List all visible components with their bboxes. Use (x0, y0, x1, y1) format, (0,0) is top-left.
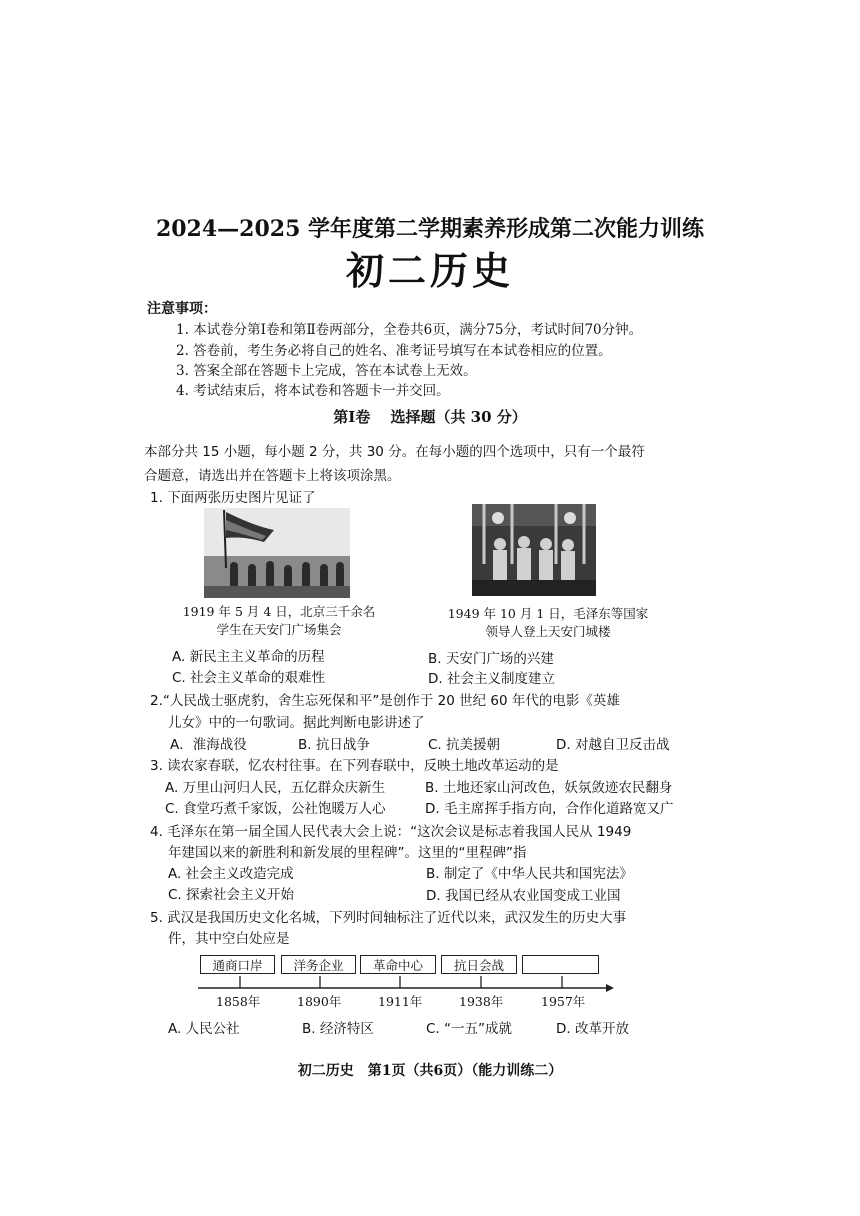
q1-option-d: D. 社会主义制度建立 (428, 671, 555, 687)
exam-title: 2024—2025 学年度第二学期素养形成第二次能力训练 (155, 216, 705, 242)
timeline-year-1938: 1938年 (459, 994, 504, 1009)
q5-stem-line1: 5. 武汉是我国历史文化名城，下列时间轴标注了近代以来，武汉发生的历史大事 (150, 910, 627, 926)
q1-option-c: C. 社会主义革命的艰难性 (172, 670, 326, 686)
note-item-2: 2. 答卷前，考生务必将自己的姓名、准考证号填写在本试卷相应的位置。 (176, 343, 612, 359)
q4-option-c: C. 探索社会主义开始 (168, 887, 295, 903)
q3-option-b: B. 土地还家山河改色，妖氛敛迹农民翻身 (425, 780, 673, 796)
timeline-year-1858: 1858年 (216, 994, 261, 1009)
section-intro-line2: 合题意，请选出并在答题卡上将该项涂黑。 (144, 468, 401, 484)
timeline-event-2: 洋务企业 (281, 955, 356, 974)
subject-title: 初二历史 (345, 248, 514, 293)
q1-option-b: B. 天安门广场的兴建 (428, 651, 554, 667)
timeline-axis (196, 974, 616, 994)
q2-option-c: C. 抗美援朝 (428, 737, 501, 753)
q2-option-a: A．淮海战役 (170, 737, 247, 753)
note-item-3: 3. 答案全部在答题卡上完成，答在本试卷上无效。 (176, 363, 477, 379)
photo2-caption-line1: 1949 年 10 月 1 日，毛泽东等国家 (447, 606, 649, 621)
timeline-year-1890: 1890年 (297, 994, 342, 1009)
q2-stem-line2: 儿女》中的一句歌词。据此判断电影讲述了 (168, 715, 425, 731)
founding-ceremony-photo (472, 504, 596, 596)
q4-option-b: B. 制定了《中华人民共和国宪法》 (426, 866, 633, 882)
q3-option-a: A. 万里山河归人民，五亿群众庆新生 (165, 780, 386, 796)
q3-option-d: D. 毛主席挥手指方向，合作化道路宽又广 (425, 801, 674, 817)
q1-stem: 1. 下面两张历史图片见证了 (150, 490, 316, 506)
note-item-4: 4. 考试结束后，将本试卷和答题卡一并交回。 (176, 383, 450, 399)
q5-option-b: B. 经济特区 (302, 1021, 374, 1037)
q4-option-a: A. 社会主义改造完成 (168, 866, 294, 882)
q5-option-c: C. “一五”成就 (426, 1021, 512, 1037)
q4-option-d: D. 我国已经从农业国变成工业国 (426, 888, 621, 904)
q2-option-d: D. 对越自卫反击战 (556, 737, 670, 753)
q2-option-b: B. 抗日战争 (298, 737, 370, 753)
note-item-1: 1. 本试卷分第Ⅰ卷和第Ⅱ卷两部分，全卷共6页，满分75分，考试时间70分钟。 (176, 322, 643, 338)
q5-option-d: D. 改革开放 (556, 1021, 629, 1037)
photo1-caption-line2: 学生在天安门广场集会 (216, 622, 342, 637)
q3-option-c: C. 食堂巧煮千家饭，公社饱暖万人心 (165, 801, 386, 817)
q4-stem-line2: 年建国以来的新胜利和新发展的里程碑”。这里的“里程碑”指 (168, 845, 527, 861)
photo1-caption-line1: 1919 年 5 月 4 日，北京三千余名 (182, 604, 376, 619)
page-footer: 初二历史 第1页（共6页）（能力训练二） (297, 1063, 563, 1079)
timeline-year-1911: 1911年 (378, 994, 423, 1009)
timeline-event-4: 抗日会战 (441, 955, 517, 974)
photo2-caption-line2: 领导人登上天安门城楼 (485, 624, 611, 639)
q1-option-a: A. 新民主主义革命的历程 (172, 649, 325, 665)
section-intro-line1: 本部分共 15 小题，每小题 2 分，共 30 分。在每小题的四个选项中，只有一个最符 (144, 444, 645, 460)
q3-stem: 3. 读农家春联，忆农村往事。在下列春联中，反映土地改革运动的是 (150, 758, 559, 774)
timeline-year-1957: 1957年 (541, 994, 586, 1009)
timeline-event-3: 革命中心 (360, 955, 436, 974)
notes-heading: 注意事项： (147, 301, 217, 317)
timeline-event-1: 通商口岸 (200, 955, 275, 974)
section-title: 第Ⅰ卷 选择题（共 30 分） (333, 408, 527, 426)
timeline-event-blank (522, 955, 599, 974)
q4-stem-line1: 4. 毛泽东在第一届全国人民代表大会上说：“这次会议是标志着我国人民从 1949 (150, 824, 632, 840)
q5-option-a: A. 人民公社 (168, 1021, 240, 1037)
q5-stem-line2: 件，其中空白处应是 (168, 931, 290, 947)
may-fourth-photo (204, 508, 350, 598)
q2-stem-line1: 2.“人民战士驱虎豹，舍生忘死保和平”是创作于 20 世纪 60 年代的电影《英雄 (150, 693, 620, 709)
